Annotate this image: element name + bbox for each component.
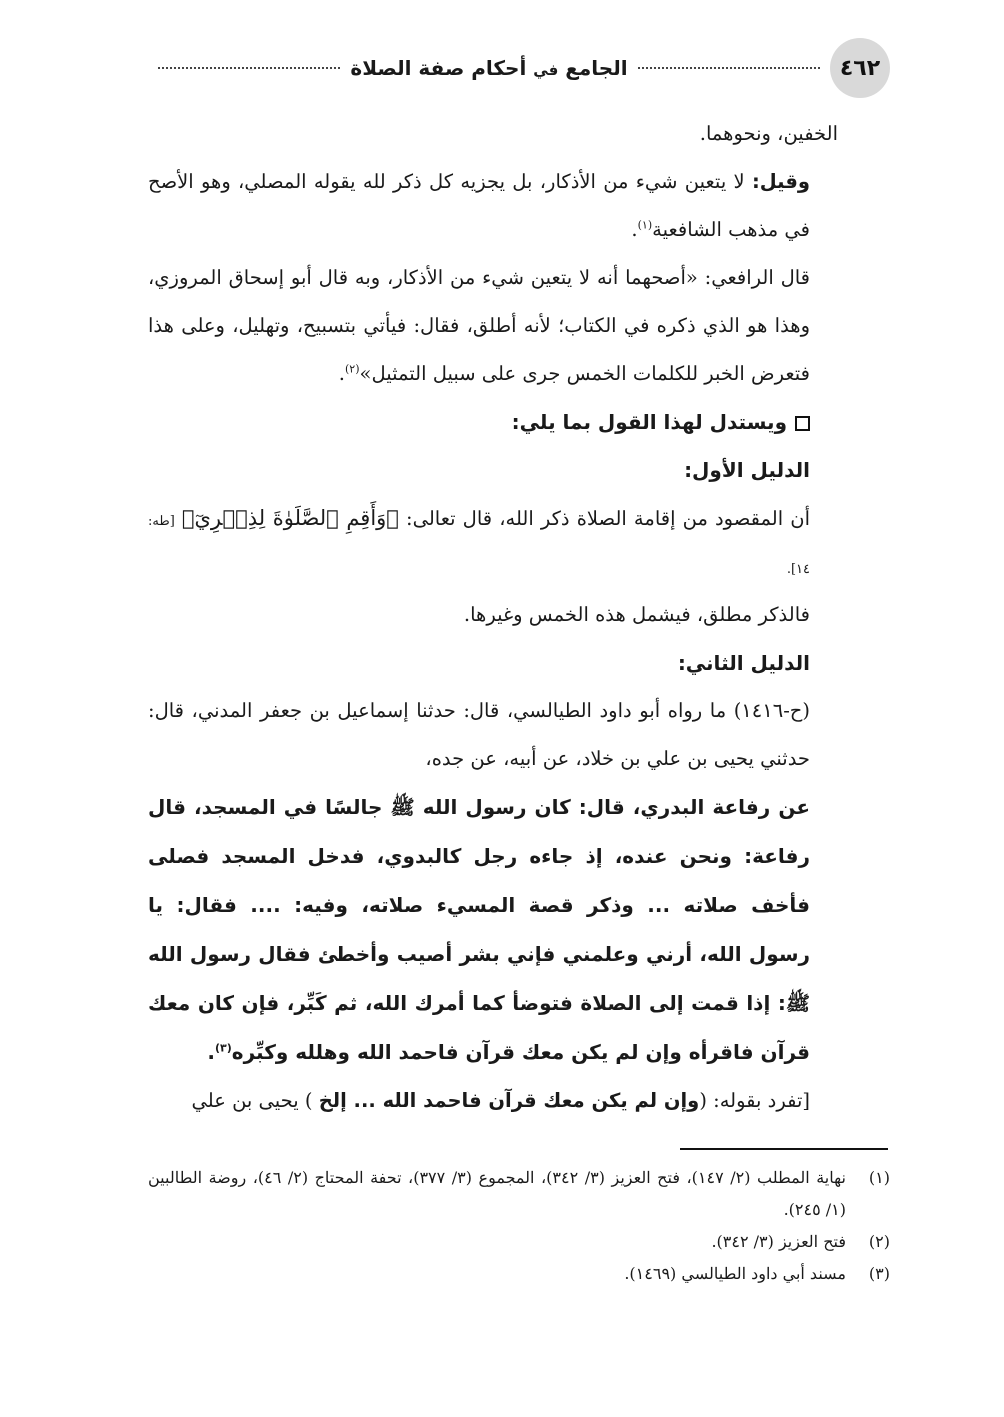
paragraph-4: [148, 494, 838, 591]
paragraph-5: فالذكر مطلق، فيشمل هذه الخمس وغيرها.: [463, 603, 810, 626]
paragraph-2: [148, 158, 838, 254]
paragraph-3-end: .: [338, 362, 345, 385]
paragraph-7-bold: وإن لم يكن معك قرآن فاحمد الله ... إلخ: [318, 1089, 700, 1112]
running-title-part3: أحكام صفة الصلاة: [350, 56, 527, 80]
heading-second-evidence: الدليل الثاني:: [677, 651, 810, 675]
hadith-body: عن رفاعة البدري، قال: كان رسول الله ﷺ جالسًا في المسجد، قال رفاعة: ونحن عنده، إذ جاءه رجل كالبدوي، فدخل المسجد فصلى فأخف صلاته ... وذكر قصة المسيء صلاته، وفيه: .... فقال: يا رسول الله، أرني وعلمني فإني بشر أصيب وأخطئ فقال رسول الله ﷺ: إذا قمت إلى الصلاة فتوضأ كما أمرك الله، ثم كَبِّر، فإن كان معك قرآن فاقرأه وإن لم يكن معك قرآن فاحمد الله وهلله وكبِّره: [148, 795, 810, 1064]
checkbox-icon: [795, 416, 810, 431]
footnotes: [148, 1162, 890, 1290]
header-dots-right: [638, 67, 820, 69]
paragraph-6: (ح-١٤١٦) ما رواه أبو داود الطيالسي، قال: حدثنا إسماعيل بن جعفر المدني، قال: حدثني يحيى بن علي بن خلاد، عن أبيه، عن جده،: [148, 699, 810, 770]
verse-reference: [طه: ١٤].: [148, 514, 810, 577]
heading-evidence: [148, 398, 838, 446]
footnote-3-text: مسند أبي داود الطيالسي (١٤٦٩).: [624, 1264, 846, 1283]
footnote-ref-3[interactable]: (٣): [215, 1041, 232, 1055]
page-header: [148, 36, 890, 100]
footnote-1: [148, 1162, 890, 1226]
paragraph-3: [148, 254, 838, 398]
paragraph-7-start: [تفرد بقوله: (: [699, 1089, 810, 1112]
paragraph-2-lead: وقيل:: [751, 170, 810, 193]
paragraph-3-text: قال الرافعي: «أصحهما أنه لا يتعين شيء من الأذكار، وبه قال أبو إسحاق المروزي، وهذا هو الذي ذكره في الكتاب؛ لأنه أطلق، فقال: فيأتي بتسبيح، وتهليل، وعلى هذا فتعرض الخبر للكلمات الخمس جرى على سبيل التمثيل»: [148, 266, 810, 385]
footnote-ref-1[interactable]: (١): [637, 218, 653, 232]
main-text: [148, 110, 838, 1125]
running-title-part1: الجامع: [565, 56, 628, 80]
page-number: ٤٦٢: [839, 55, 881, 81]
running-title: [350, 56, 627, 80]
footnote-2-number: (٢): [868, 1232, 890, 1251]
heading-first-evidence: الدليل الأول:: [684, 458, 810, 482]
running-title-part2: في: [533, 61, 559, 79]
quran-verse: ﴿وَأَقِمِ ٱلصَّلَوٰةَ لِذِكۡرِيٓ﴾: [181, 506, 399, 530]
footnote-2: [148, 1226, 890, 1258]
paragraph-1: الخفين، ونحوهما.: [699, 122, 838, 145]
paragraph-2-text: لا يتعين شيء من الأذكار، بل يجزيه كل ذكر لله يقوله المصلي، وهو الأصح في مذهب الشافعية: [148, 170, 810, 241]
footnote-3: [148, 1258, 890, 1290]
footnote-separator: [680, 1148, 888, 1150]
paragraph-4-text: أن المقصود من إقامة الصلاة ذكر الله، قال تعالى:: [398, 507, 810, 530]
hadith-end: .: [207, 1040, 215, 1064]
heading-evidence-text: ويستدل لهذا القول بما يلي:: [511, 410, 787, 434]
footnote-1-number: (١): [868, 1168, 890, 1187]
footnote-2-text: فتح العزيز (٣/ ٣٤٢).: [711, 1232, 846, 1251]
paragraph-7: [148, 1077, 838, 1125]
footnote-ref-2[interactable]: (٢): [345, 362, 360, 376]
header-dots-left: [158, 67, 340, 69]
footnote-3-number: (٣): [868, 1264, 890, 1283]
page-number-badge: [830, 38, 890, 98]
paragraph-7-end: ) يحيى بن علي: [191, 1089, 319, 1112]
footnote-1-text: نهاية المطلب (٢/ ١٤٧)، فتح العزيز (٣/ ٣٤٢)، المجموع (٣/ ٣٧٧)، تحفة المحتاج (٢/ ٤٦)، روضة الطالبين (١/ ٢٤٥).: [148, 1168, 846, 1219]
hadith-text: [148, 783, 838, 1077]
paragraph-2-end: .: [631, 218, 638, 241]
